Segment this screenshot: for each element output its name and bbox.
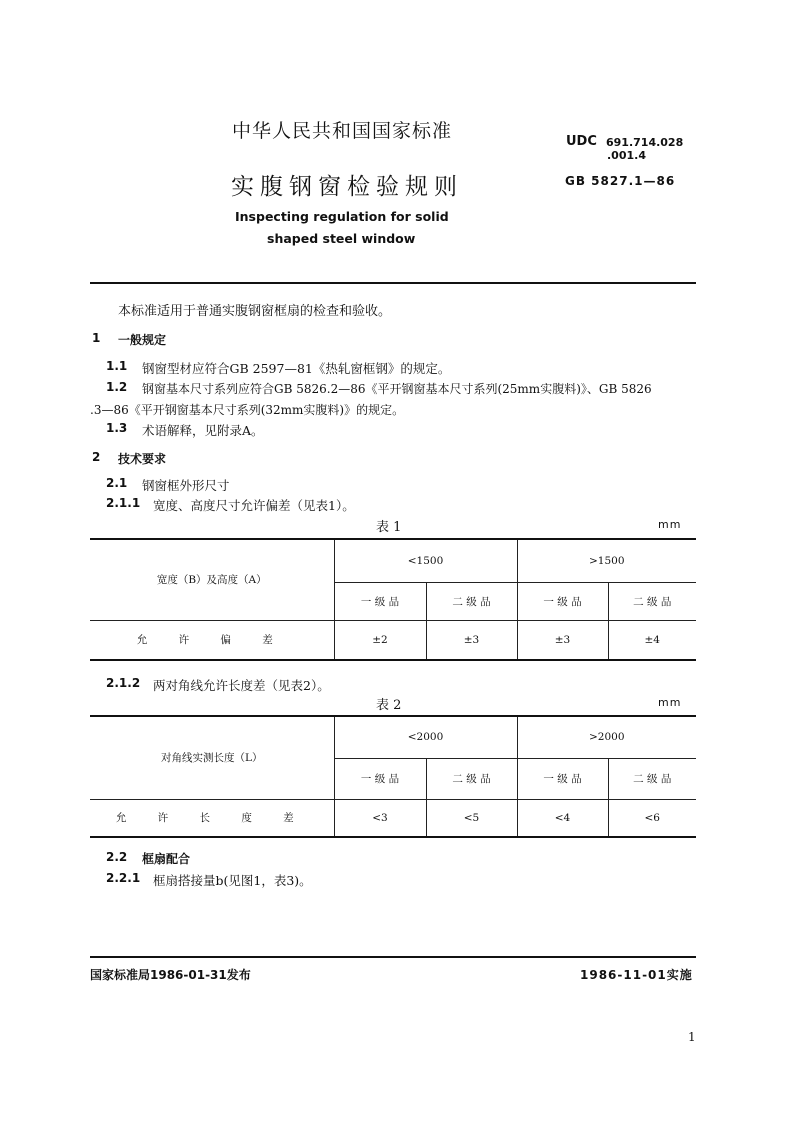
table-2-group-1: <2000 <box>334 717 517 758</box>
clause-2-1-1-number: 2.1.1 <box>106 496 141 510</box>
table-2-unit: mm <box>658 696 682 709</box>
table-1-row-label: 允 许 偏 差 <box>90 620 334 660</box>
clause-1-1-text: 钢窗型材应符合GB 2597—81《热轧窗框钢》的规定。 <box>142 361 451 376</box>
header-rule <box>90 282 696 284</box>
document-title-en-line-1: Inspecting regulation for solid <box>235 209 449 224</box>
table-2-grade-header: 一 级 品 <box>517 758 608 799</box>
table-1-grade-header: 二 级 品 <box>608 582 696 620</box>
section-2-title: 技术要求 <box>118 452 167 466</box>
section-1-number: 1 <box>92 331 101 345</box>
table-2-grade-header: 二 级 品 <box>608 758 696 799</box>
clause-1-1-number: 1.1 <box>106 359 128 373</box>
table-1-grade-header: 一 级 品 <box>517 582 608 620</box>
clause-2-2-number: 2.2 <box>106 850 128 864</box>
clause-2-1-2-number: 2.1.2 <box>106 676 141 690</box>
table-2-grade-header: 一 级 品 <box>334 758 426 799</box>
effective-date: 1986-11-01实施 <box>580 968 693 982</box>
footer-rule <box>90 956 696 958</box>
section-1-title: 一般规定 <box>118 333 167 347</box>
table-1 <box>90 540 696 661</box>
table-1-grade-header: 一 级 品 <box>334 582 426 620</box>
clause-2-1-2-text: 两对角线允许长度差（见表2）。 <box>153 678 330 693</box>
table-2-cell: <4 <box>517 799 608 837</box>
document-title-cn: 实腹钢窗检验规则 <box>231 174 463 200</box>
table-row <box>90 620 696 660</box>
clause-2-1-1-text: 宽度、高度尺寸允许偏差（见表1）。 <box>153 498 355 513</box>
clause-2-2-1-text: 框扇搭接量b(见图1，表3)。 <box>153 873 312 888</box>
table-1-cell: ±3 <box>426 620 517 660</box>
clause-1-2-text: 钢窗基本尺寸系列应符合GB 5826.2—86《平开钢窗基本尺寸系列(25mm实腹料)》、GB 5826 <box>142 382 652 396</box>
table-2-grade-header: 二 级 品 <box>426 758 517 799</box>
table-1-cell: ±4 <box>608 620 696 660</box>
table-row <box>90 799 696 837</box>
gb-code: GB 5827.1—86 <box>565 174 676 188</box>
page-number: 1 <box>688 1030 696 1044</box>
udc-code-1: 691.714.028 <box>606 136 684 149</box>
clause-2-2-1-number: 2.2.1 <box>106 871 141 885</box>
section-2-number: 2 <box>92 450 101 464</box>
issue-date: 国家标准局1986-01-31发布 <box>90 968 251 982</box>
table-2-row-header: 对角线实测长度（L） <box>90 717 334 799</box>
clause-2-1-number: 2.1 <box>106 476 128 490</box>
national-standard-heading: 中华人民共和国国家标准 <box>232 120 453 142</box>
clause-1-3-number: 1.3 <box>106 421 128 435</box>
intro-paragraph: 本标准适用于普通实腹钢窗框扇的检查和验收。 <box>118 304 392 319</box>
clause-1-2-number: 1.2 <box>106 380 128 394</box>
table-1-caption: 表 1 <box>376 520 402 535</box>
table-1-grade-header: 二 级 品 <box>426 582 517 620</box>
table-2-group-2: >2000 <box>517 717 696 758</box>
clause-1-3-text: 术语解释，见附录A。 <box>142 423 264 438</box>
table-1-row-header: 宽度（B）及高度（A） <box>90 540 334 620</box>
table-1-group-2: >1500 <box>517 540 696 582</box>
table-2-cell: <5 <box>426 799 517 837</box>
table-1-group-1: <1500 <box>334 540 517 582</box>
udc-code-2: .001.4 <box>607 149 646 162</box>
document-title-en-line-2: shaped steel window <box>267 231 416 246</box>
table-2-cell: <6 <box>608 799 696 837</box>
table-1-unit: mm <box>658 518 682 531</box>
table-2-row-label: 允 许 长 度 差 <box>90 799 334 837</box>
table-2-caption: 表 2 <box>376 698 402 713</box>
clause-2-1-title: 钢窗框外形尺寸 <box>142 478 230 493</box>
clause-2-2-title: 框扇配合 <box>142 852 191 866</box>
table-1-cell: ±2 <box>334 620 426 660</box>
udc-label: UDC <box>566 134 597 149</box>
table-2 <box>90 717 696 838</box>
table-2-cell: <3 <box>334 799 426 837</box>
clause-1-2-continuation: .3—86《平开钢窗基本尺寸系列(32mm实腹料)》的规定。 <box>90 403 405 417</box>
table-1-cell: ±3 <box>517 620 608 660</box>
